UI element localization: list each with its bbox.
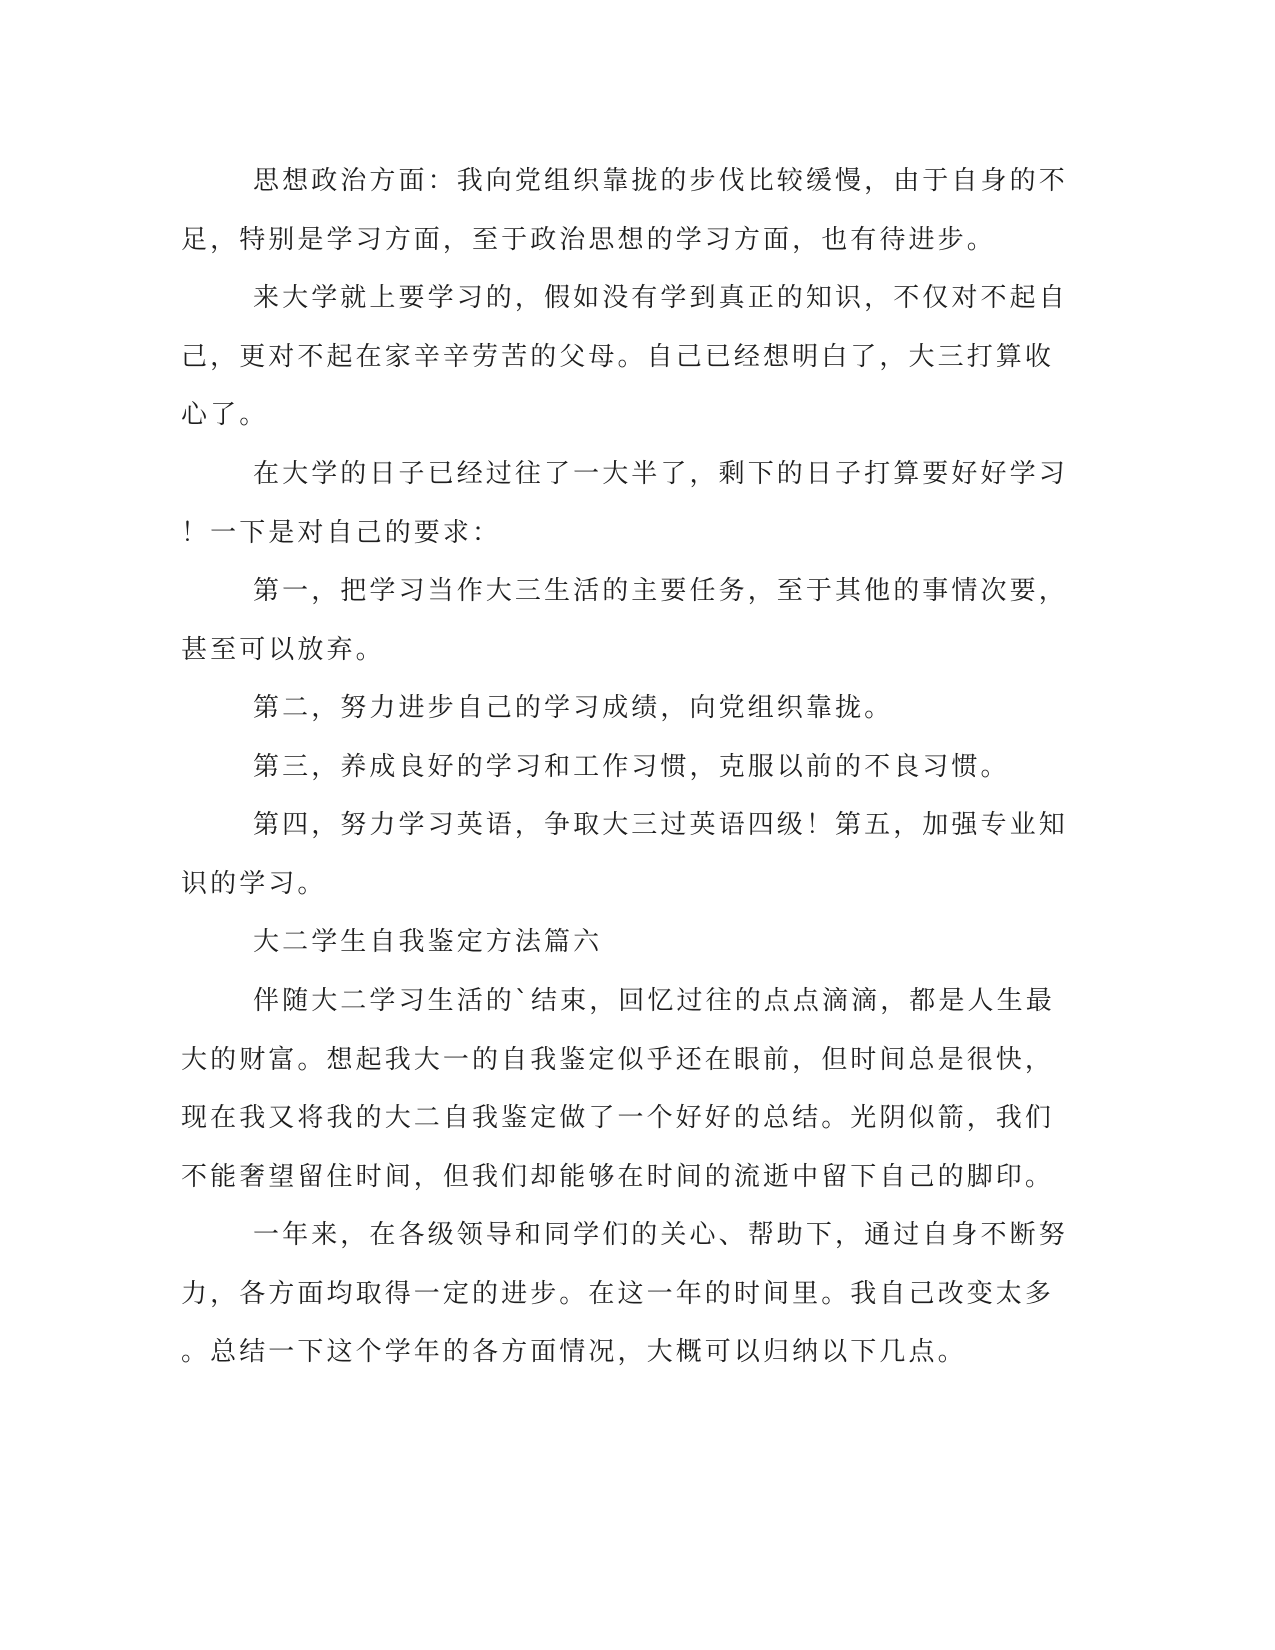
text-line: 力，各方面均取得一定的进步。在这一年的时间里。我自己改变太多 (181, 1278, 1055, 1309)
paragraph-college-days (181, 445, 1068, 562)
paragraph-study-purpose (181, 269, 1068, 445)
text-line: 现在我又将我的大二自我鉴定做了一个好好的总结。光阴似箭，我们 (181, 1103, 1055, 1133)
text-line: 伴随大二学习生活的`结束，回忆过往的点点滴滴，都是人生最 (253, 986, 1055, 1016)
text-line: 第三，养成良好的学习和工作习惯，克服以前的不良习惯。 (253, 752, 1010, 782)
text-line: 在大学的日子已经过往了一大半了，剩下的日子打算要好好学习 (253, 459, 1068, 489)
section-heading (181, 913, 1051, 972)
text-line: 第四，努力学习英语，争取大三过英语四级！第五，加强专业知 (253, 810, 1068, 840)
paragraph-goal-one (181, 562, 1068, 679)
paragraph-political-thought (181, 152, 1068, 269)
text-line: 足，特别是学习方面，至于政治思想的学习方面，也有待进步。 (181, 224, 996, 255)
text-line: ！一下是对自己的要求： (181, 517, 502, 548)
paragraph-goal-four-five (181, 796, 1068, 913)
text-line: 识的学习。 (181, 868, 327, 899)
text-line: 大的财富。想起我大一的自我鉴定似乎还在眼前，但时间总是很快， (181, 1044, 1055, 1075)
text-line: 大二学生自我鉴定方法篇六 (253, 927, 603, 957)
paragraph-year-summary (181, 1206, 1068, 1382)
text-line: 第二，努力进步自己的学习成绩，向党组织靠拢。 (253, 693, 894, 723)
text-line: 。总结一下这个学年的各方面情况，大概可以归纳以下几点。 (181, 1337, 967, 1367)
text-line: 甚至可以放弃。 (181, 634, 385, 665)
paragraph-goal-two (181, 679, 1051, 738)
text-line: 心了。 (181, 400, 269, 430)
text-line: 不能奢望留住时间，但我们却能够在时间的流逝中留下自己的脚印。 (181, 1161, 1055, 1192)
text-line: 来大学就上要学习的，假如没有学到真正的知识，不仅对不起自 (253, 283, 1068, 313)
text-line: 一年来，在各级领导和同学们的关心、帮助下，通过自身不断努 (253, 1220, 1068, 1250)
text-line: 第一，把学习当作大三生活的主要任务，至于其他的事情次要， (253, 576, 1068, 606)
text-line: 己，更对不起在家辛辛劳苦的父母。自己已经想明白了，大三打算收 (181, 341, 1055, 372)
text-line: 思想政治方面：我向党组织靠拢的步伐比较缓慢，由于自身的不 (253, 166, 1068, 196)
paragraph-sophomore-end (181, 972, 1055, 1206)
paragraph-goal-three (181, 738, 1051, 797)
